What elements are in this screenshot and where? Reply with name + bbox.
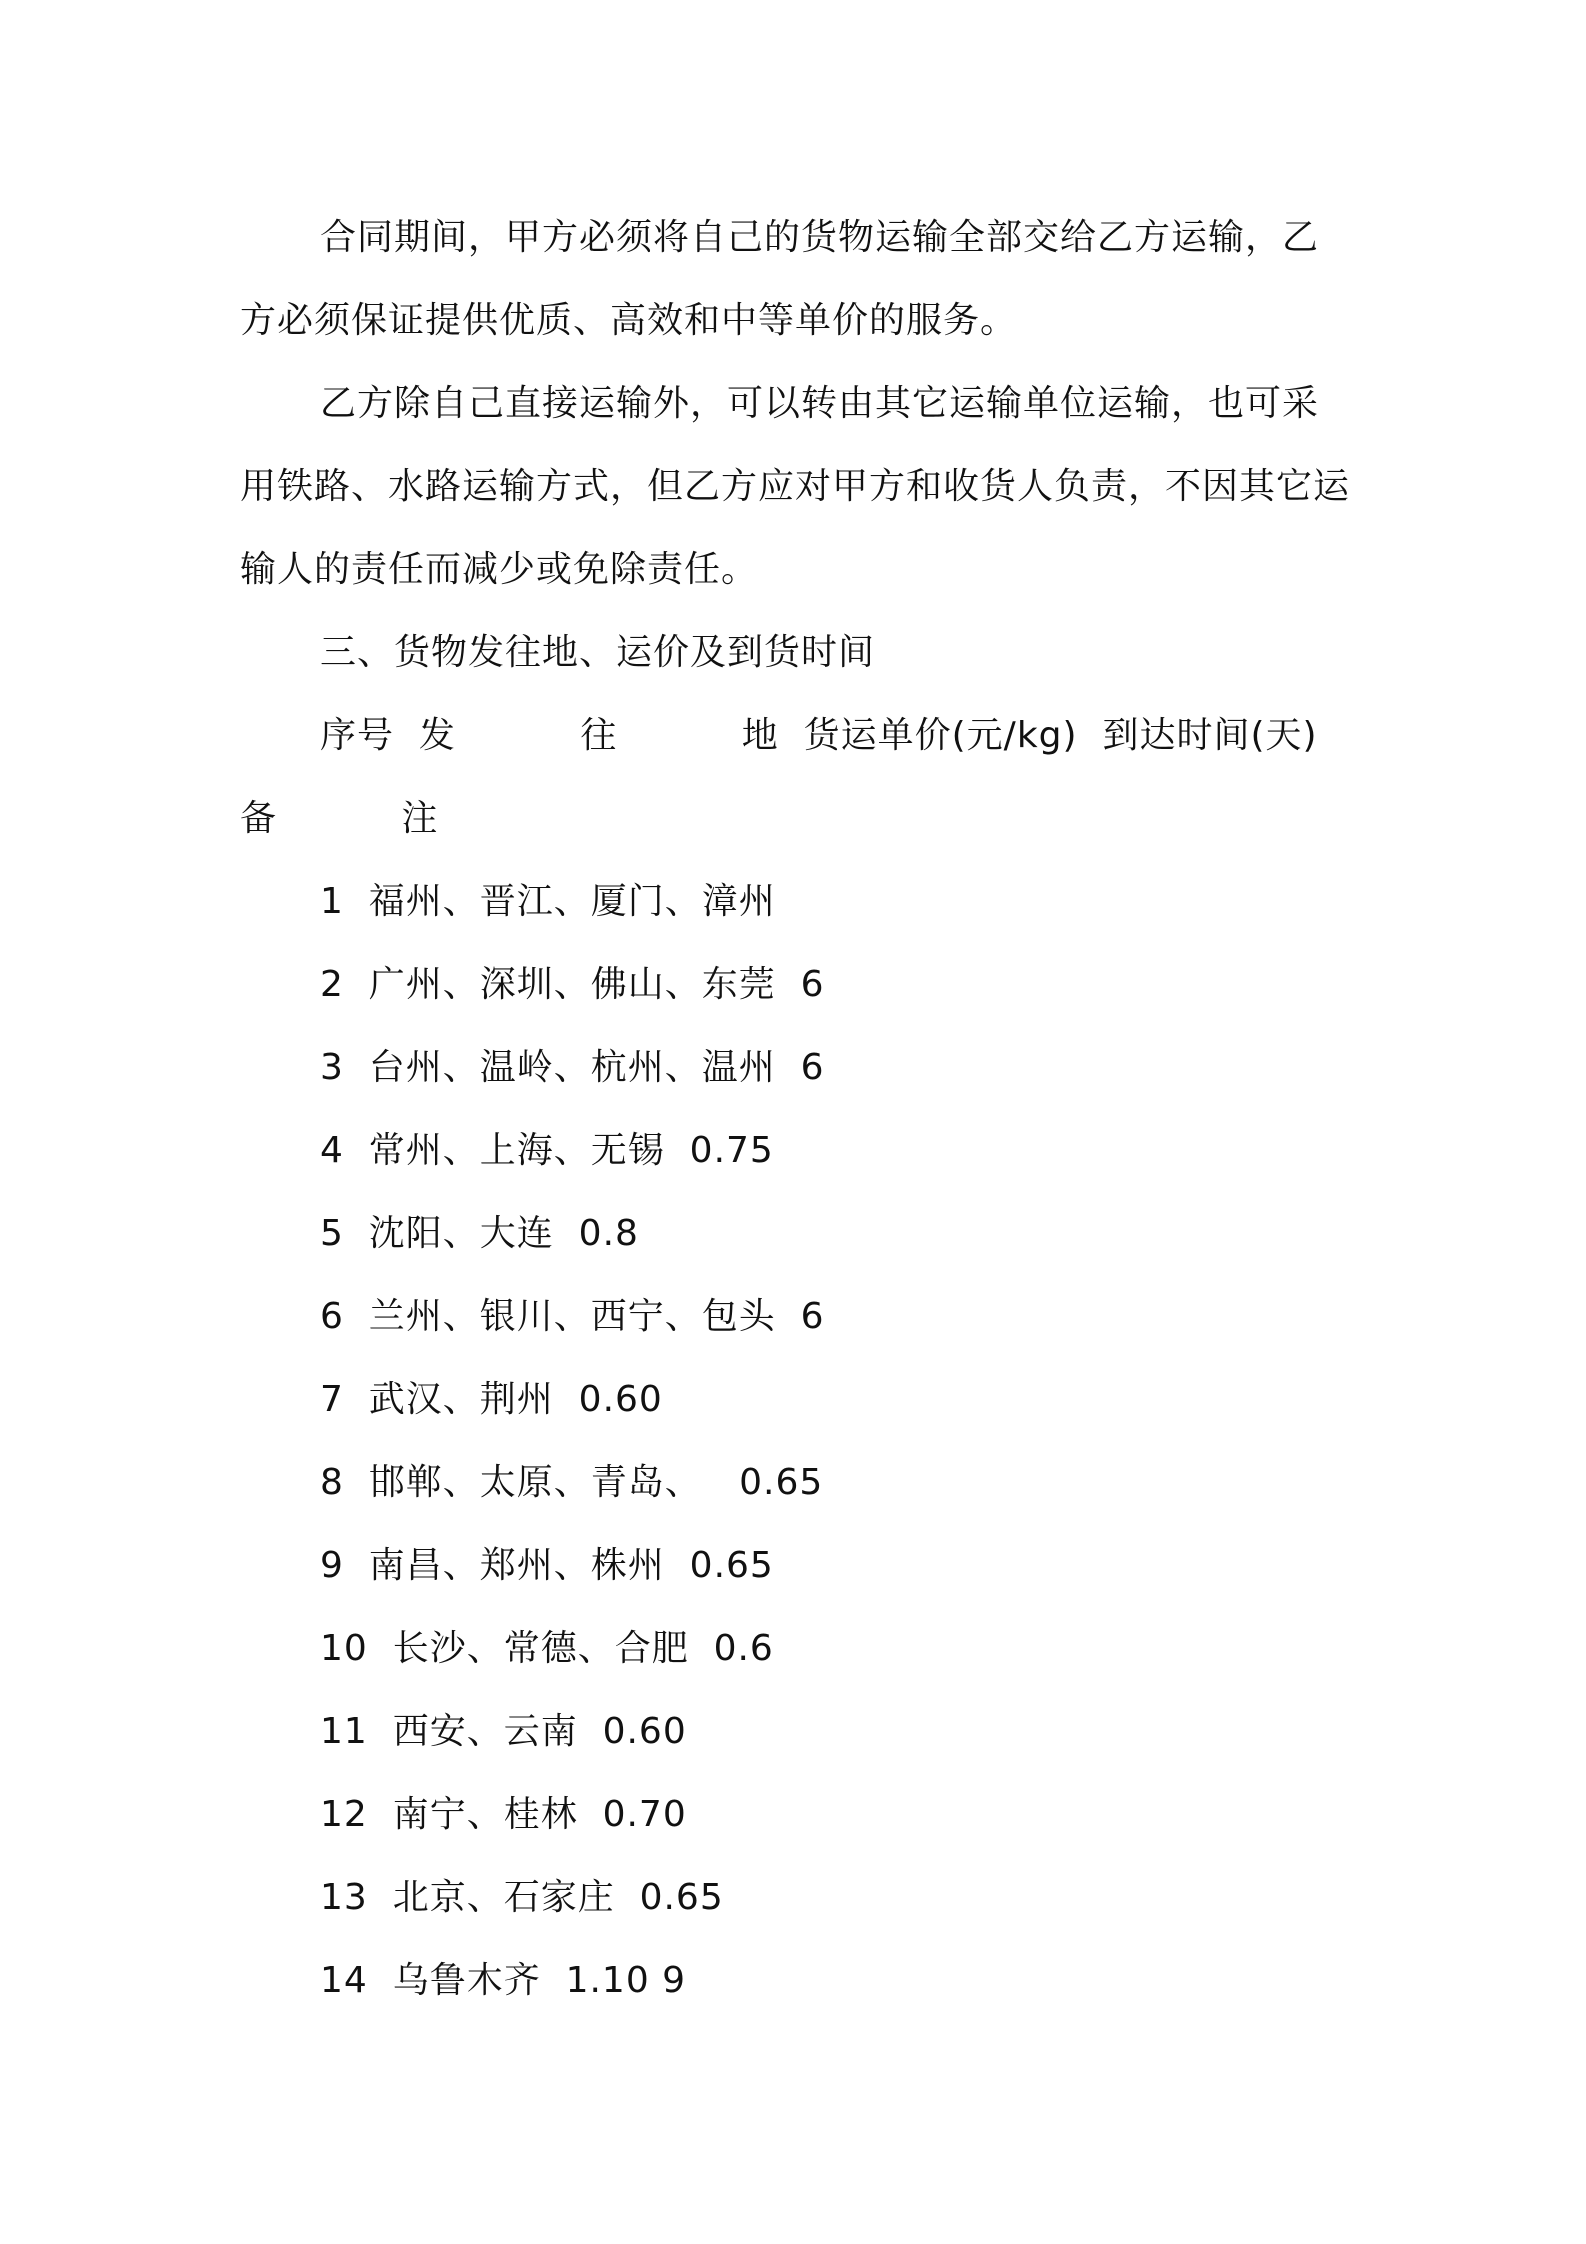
table-header-line-2: 备 注 (240, 798, 439, 839)
section-heading: 三、货物发往地、运价及到货时间 (320, 632, 876, 673)
list-item: 4 常州、上海、无锡 0.75 (320, 1130, 774, 1171)
list-item: 5 沈阳、大连 0.8 (320, 1213, 639, 1254)
list-item: 14 乌鲁木齐 1.10 9 (320, 1960, 687, 2001)
list-item: 11 西安、云南 0.60 (320, 1711, 687, 1752)
list-item: 13 北京、石家庄 0.65 (320, 1877, 724, 1918)
list-item: 7 武汉、荆州 0.60 (320, 1379, 663, 1420)
list-item: 9 南昌、郑州、株州 0.65 (320, 1545, 774, 1586)
paragraph-subcontract-liability: 乙方除自己直接运输外，可以转由其它运输单位运输，也可采用铁路、水路运输方式，但乙方应对甲方和收货人负责，不因其它运输人的责任而减少或免除责任。 (240, 383, 1351, 590)
paragraph-exclusive-transport: 合同期间，甲方必须将自己的货物运输全部交给乙方运输，乙方必须保证提供优质、高效和中等单价的服务。 (240, 217, 1320, 341)
list-item: 3 台州、温岭、杭州、温州 6 (320, 1047, 825, 1088)
destination-list (240, 860, 1350, 2022)
list-item: 2 广州、深圳、佛山、东莞 6 (320, 964, 825, 1005)
list-item: 6 兰州、银川、西宁、包头 6 (320, 1296, 825, 1337)
list-item: 1 福州、晋江、厦门、漳州 (320, 881, 776, 922)
list-item: 10 长沙、常德、合肥 0.6 (320, 1628, 774, 1669)
list-item: 12 南宁、桂林 0.70 (320, 1794, 687, 1835)
list-item: 8 邯郸、太原、青岛、 0.65 (320, 1462, 824, 1503)
document-body (240, 196, 1350, 2022)
table-header-line-1: 序号 发 往 地 货运单价(元/kg) 到达时间(天) (320, 715, 1318, 756)
